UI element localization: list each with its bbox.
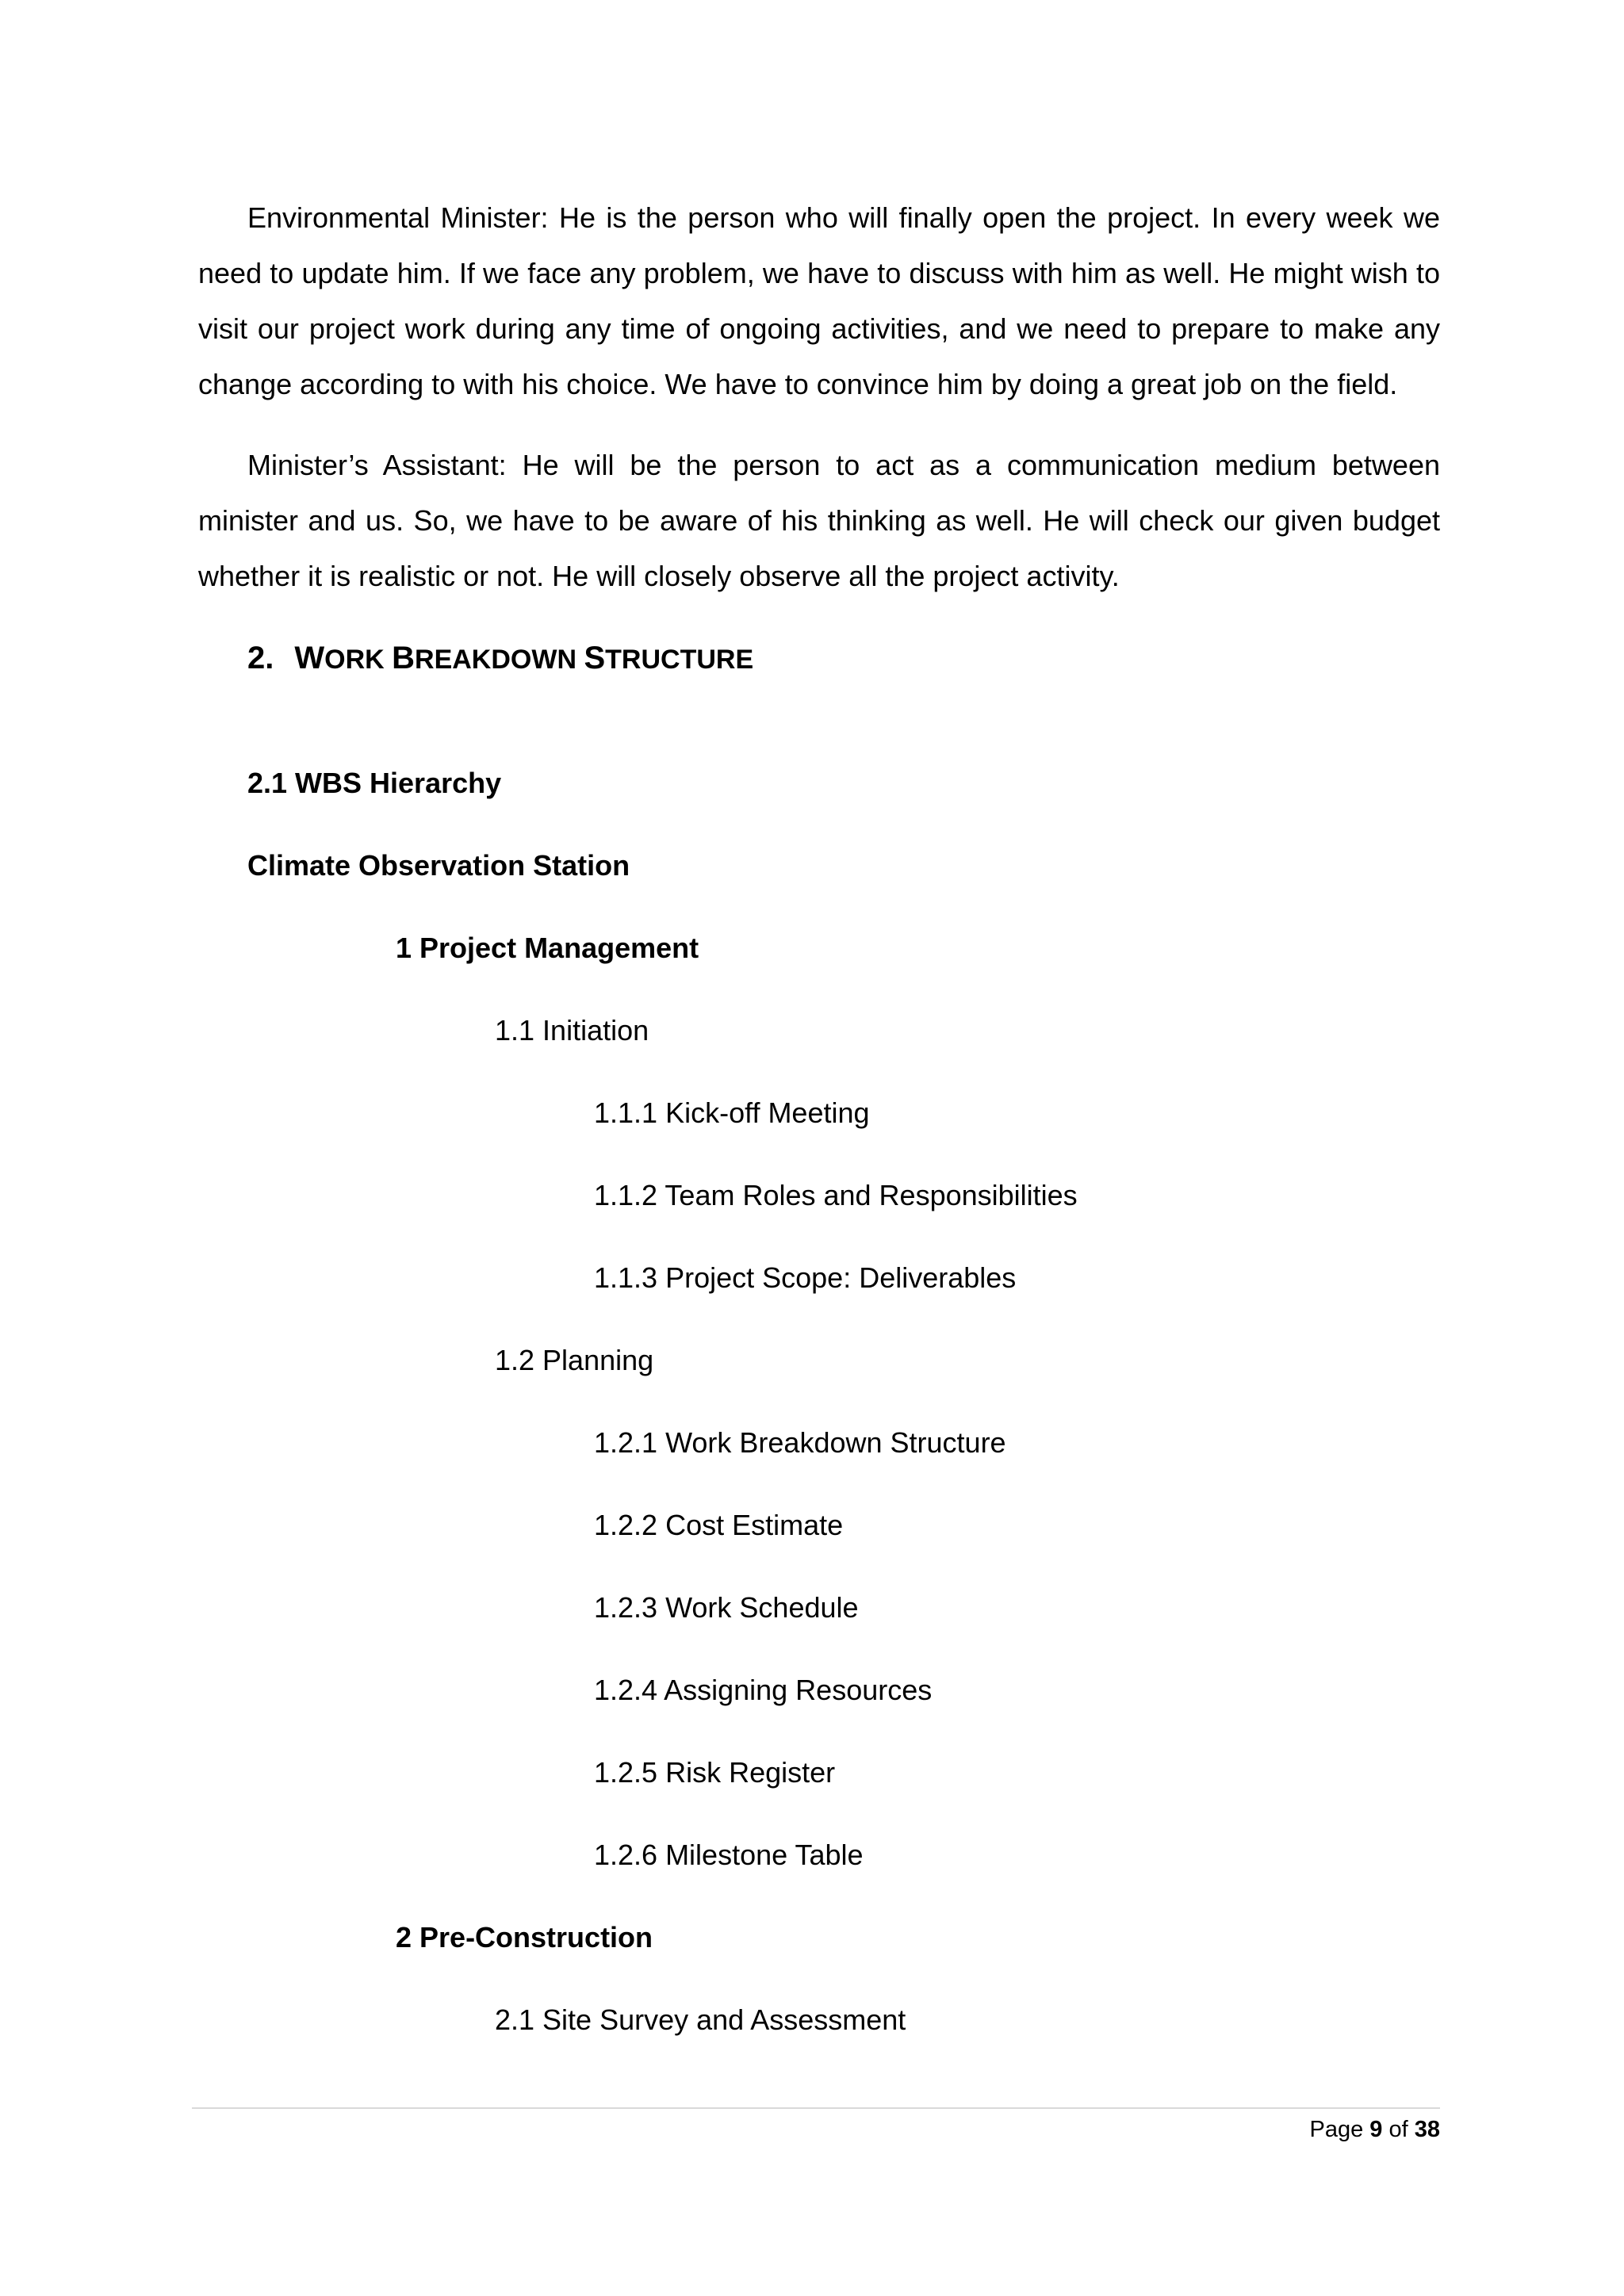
section-title-small-caps: ORK <box>324 645 393 675</box>
wbs-item-level-1: 1 Project Management <box>396 932 699 964</box>
wbs-item-level-3: 1.2.5 Risk Register <box>594 1756 836 1789</box>
section-title-cap: W <box>294 641 325 675</box>
wbs-item-level-2: 1.2 Planning <box>495 1344 654 1376</box>
section-title-cap: S <box>584 641 606 675</box>
subsection-heading: 2.1 WBS Hierarchy <box>247 767 502 799</box>
section-heading <box>247 641 753 676</box>
section-number: 2. <box>247 641 274 675</box>
section-title <box>294 641 753 675</box>
page-number-of: of <box>1388 2117 1408 2142</box>
wbs-item-level-3: 1.2.4 Assigning Resources <box>594 1674 933 1706</box>
wbs-item-level-2: 2.1 Site Survey and Assessment <box>495 2003 906 2036</box>
wbs-item-level-3: 1.2.3 Work Schedule <box>594 1591 859 1624</box>
section-title-small-caps: REAKDOWN <box>415 645 584 675</box>
page-number-current: 9 <box>1369 2117 1383 2142</box>
page-number-total: 38 <box>1414 2117 1440 2142</box>
page-number-prefix: Page <box>1309 2117 1364 2142</box>
wbs-item-level-3: 1.1.3 Project Scope: Deliverables <box>594 1261 1017 1294</box>
page-number <box>1309 2115 1440 2144</box>
wbs-item-level-2: 1.1 Initiation <box>495 1014 649 1047</box>
footer-divider <box>192 2107 1440 2109</box>
section-title-cap: B <box>392 641 416 675</box>
section-title-small-caps: TRUCTURE <box>605 645 754 675</box>
wbs-item-level-3: 1.2.2 Cost Estimate <box>594 1509 844 1541</box>
wbs-item-level-3: 1.1.2 Team Roles and Responsibilities <box>594 1179 1078 1211</box>
wbs-root: Climate Observation Station <box>247 849 630 882</box>
wbs-item-level-3: 1.2.1 Work Breakdown Structure <box>594 1426 1006 1459</box>
wbs-item-level-3: 1.2.6 Milestone Table <box>594 1839 864 1871</box>
paragraph-ministers-assistant: Minister’s Assistant: He will be the person to act as a communication medium between minister and us. So, we have to be aware of his thinking as well. He will check our given budget whether it is realistic or not. He will closely observe all the project activity. <box>198 449 1440 592</box>
wbs-item-level-3: 1.1.1 Kick-off Meeting <box>594 1096 870 1129</box>
wbs-item-level-1: 2 Pre-Construction <box>396 1921 653 1954</box>
paragraph-environmental-minister: Environmental Minister: He is the person who will finally open the project. In every week we need to update him. If we face any problem, we have to discuss with him as well. He might wish to visit our project work during any time of ongoing activities, and we need to prepare to make any change according to with his choice. We have to convince him by doing a great job on the field. <box>198 201 1440 400</box>
